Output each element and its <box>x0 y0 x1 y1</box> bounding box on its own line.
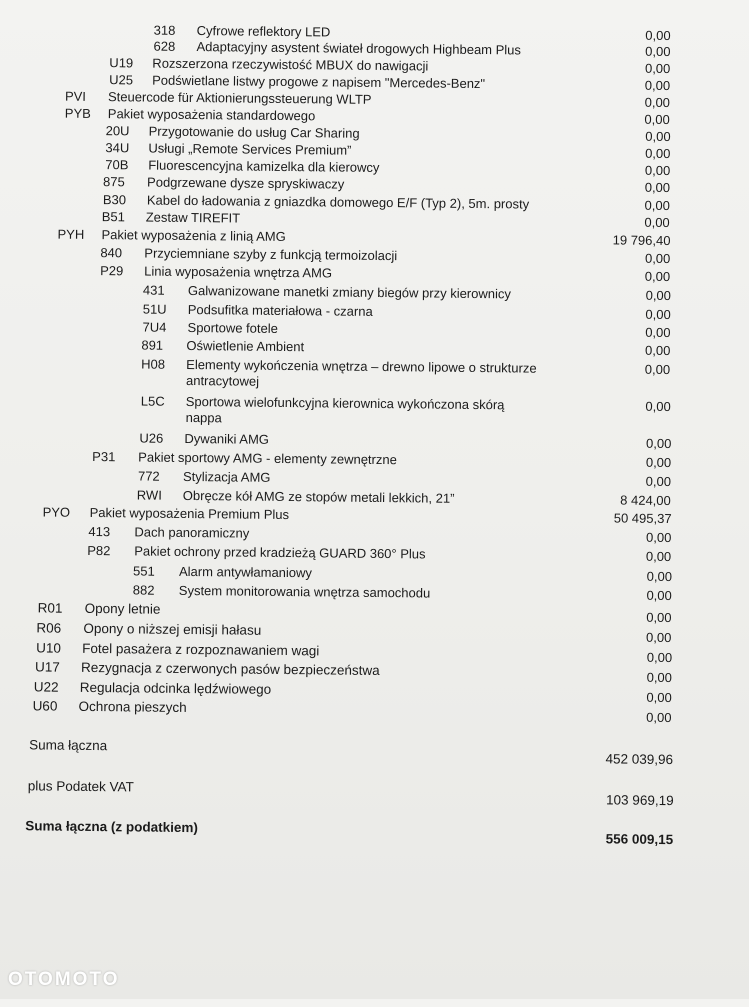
row-code: 318 <box>153 22 176 38</box>
row-desc: Przyciemniane szyby z funkcją termoizolacji <box>144 245 398 264</box>
row-desc: Dywaniki AMG <box>184 430 270 447</box>
row-code: 551 <box>132 563 155 579</box>
row-code: PYB <box>64 105 91 121</box>
row-code: PYH <box>57 226 85 242</box>
row-code: 70B <box>105 157 129 173</box>
row-value: 0,00 <box>644 268 671 285</box>
row-desc: Sportowe fotele <box>187 319 278 336</box>
row-value: 0,00 <box>645 128 671 145</box>
row-desc: Rezygnacja z czerwonych pasów bezpieczeństwa <box>80 659 380 679</box>
row-code: U60 <box>32 698 58 714</box>
row-desc: Fotel pasażera z rozpoznawaniem wagi <box>82 640 320 659</box>
row-desc: Steuercode für Aktionierungssteuerung WLTP <box>107 89 372 107</box>
row-desc: Oświetlenie Ambient <box>186 337 305 355</box>
row-desc: Alarm antywłamaniowy <box>178 563 313 581</box>
row-desc: Sportowa wielofunkcyjna kierownica wykończona skórą nappa <box>185 393 505 426</box>
row-value: 0,00 <box>645 473 672 490</box>
row-desc: Przygotowanie do usług Car Sharing <box>148 123 360 141</box>
row-value: 0,00 <box>645 43 671 60</box>
row-code: PYO <box>42 504 71 520</box>
row-value: 0,00 <box>644 342 671 359</box>
row-value: 0,00 <box>645 287 672 304</box>
row-code: 413 <box>88 523 111 540</box>
row-desc: Adaptacyjny asystent świateł drogowych Highbeam Plus <box>196 39 522 58</box>
vat-label: plus Podatek VAT <box>27 778 134 795</box>
row-code: 840 <box>100 245 123 261</box>
gross-total-value: 556 009,15 <box>605 831 674 848</box>
row-desc: Opony letnie <box>84 600 161 617</box>
row-code: H08 <box>141 356 166 372</box>
row-desc: Ochrona pieszych <box>78 698 187 715</box>
row-desc: Usługi „Remote Services Premium” <box>148 140 352 158</box>
row-value: 0,00 <box>644 361 671 378</box>
row-code: U22 <box>33 679 59 695</box>
row-code: 875 <box>103 174 125 190</box>
row-desc: Elementy wykończenia wnętrza – drewno lipowe o strukturze antracytowej <box>185 356 537 389</box>
row-value: 0,00 <box>644 60 671 77</box>
row-value: 0,00 <box>645 306 671 323</box>
row-value: 0,00 <box>646 568 673 585</box>
row-code: R06 <box>36 620 62 636</box>
row-desc: Cyfrowe reflektory LED <box>196 23 331 40</box>
row-value: 0,00 <box>644 197 670 214</box>
row-value: 0,00 <box>644 94 671 111</box>
row-value: 0,00 <box>644 214 670 231</box>
row-code: U10 <box>36 640 62 656</box>
row-code: 772 <box>137 468 160 484</box>
row-code: U17 <box>34 659 60 675</box>
row-value: 0,00 <box>646 609 672 626</box>
row-desc: Pakiet wyposażenia Premium Plus <box>89 504 290 523</box>
row-code: U25 <box>109 72 134 88</box>
row-code: 891 <box>141 337 164 353</box>
row-value: 8 424,00 <box>620 492 671 509</box>
row-value: 0,00 <box>646 529 672 546</box>
row-code: RWI <box>136 487 162 503</box>
row-value: 0,00 <box>644 179 671 196</box>
row-code: P29 <box>100 263 124 279</box>
row-desc: Zestaw TIREFIT <box>145 209 241 226</box>
row-value: 0,00 <box>646 689 672 706</box>
row-value: 0,00 <box>645 27 671 44</box>
row-value: 0,00 <box>645 548 672 565</box>
row-desc: Pakiet ochrony przed kradzieżą GUARD 360° Plus <box>134 543 426 562</box>
row-code: B30 <box>102 192 127 208</box>
row-value: 0,00 <box>645 145 671 162</box>
row-code: U19 <box>109 55 134 71</box>
row-code: 882 <box>132 582 155 598</box>
row-desc: Pakiet wyposażenia z linią AMG <box>101 227 286 245</box>
sum-value: 452 039,96 <box>605 751 674 768</box>
row-code: 431 <box>142 282 165 298</box>
row-value: 0,00 <box>646 649 673 666</box>
row-value: 0,00 <box>646 435 672 452</box>
row-desc: Linia wyposażenia wnętrza AMG <box>144 263 333 281</box>
sum-label: Suma łączna <box>29 737 108 754</box>
row-code: R01 <box>37 600 63 616</box>
row-desc: Fluorescencyjna kamizelka dla kierowcy <box>148 157 380 175</box>
row-value: 50 495,37 <box>613 510 672 527</box>
row-value: 0,00 <box>646 669 673 686</box>
row-value: 0,00 <box>645 398 671 415</box>
row-desc: Kabel do ładowania z gniazdka domowego E/F (Typ 2), 5m. prosty <box>146 192 530 212</box>
row-desc: System monitorowania wnętrza samochodu <box>178 582 431 601</box>
row-code: 20U <box>105 123 130 139</box>
row-desc: Obręcze kół AMG ze stopów metali lekkich, 21” <box>182 487 455 506</box>
row-code: PVI <box>64 88 87 104</box>
row-code: 51U <box>142 301 167 317</box>
row-desc: Stylizacja AMG <box>182 468 271 485</box>
row-value: 19 796,40 <box>612 232 671 249</box>
row-desc: Regulacja odcinka lędźwiowego <box>79 679 272 697</box>
row-code: 34U <box>105 140 130 156</box>
row-desc: Podsufitka materiałowa - czarna <box>187 301 373 319</box>
row-value: 0,00 <box>646 587 672 604</box>
row-desc: Pakiet wyposażenia standardowego <box>107 106 316 124</box>
row-value: 0,00 <box>645 324 671 341</box>
row-value: 0,00 <box>644 250 671 267</box>
row-value: 0,00 <box>644 162 671 179</box>
row-code: 7U4 <box>142 319 167 335</box>
row-desc: Opony o niższej emisji hałasu <box>83 620 262 638</box>
vat-value: 103 969,19 <box>606 792 674 809</box>
otomoto-watermark: OTOMOTO <box>8 969 120 990</box>
row-code: 628 <box>153 38 176 54</box>
row-value: 0,00 <box>644 77 671 94</box>
row-code: L5C <box>140 393 165 409</box>
row-value: 0,00 <box>645 454 672 471</box>
row-value: 0,00 <box>645 629 672 646</box>
row-desc: Podświetlane listwy progowe z napisem "Mercedes-Benz" <box>152 72 486 92</box>
row-code: P82 <box>87 542 111 559</box>
row-code: P31 <box>92 448 116 465</box>
row-desc: Pakiet sportowy AMG - elementy zewnętrzne <box>138 449 397 468</box>
row-code: U26 <box>139 430 164 446</box>
row-desc: Podgrzewane dysze spryskiwaczy <box>147 174 345 192</box>
row-desc: Galwanizowane manetki zmiany biegów przy kierownicy <box>187 282 511 302</box>
row-code: B51 <box>101 209 125 225</box>
row-value: 0,00 <box>644 111 670 128</box>
row-value: 0,00 <box>646 709 672 726</box>
gross-total-label: Suma łączna (z podatkiem) <box>25 818 198 836</box>
row-desc: Rozszerzona rzeczywistość MBUX do nawigacji <box>152 55 429 74</box>
row-desc: Dach panoramiczny <box>134 524 250 541</box>
